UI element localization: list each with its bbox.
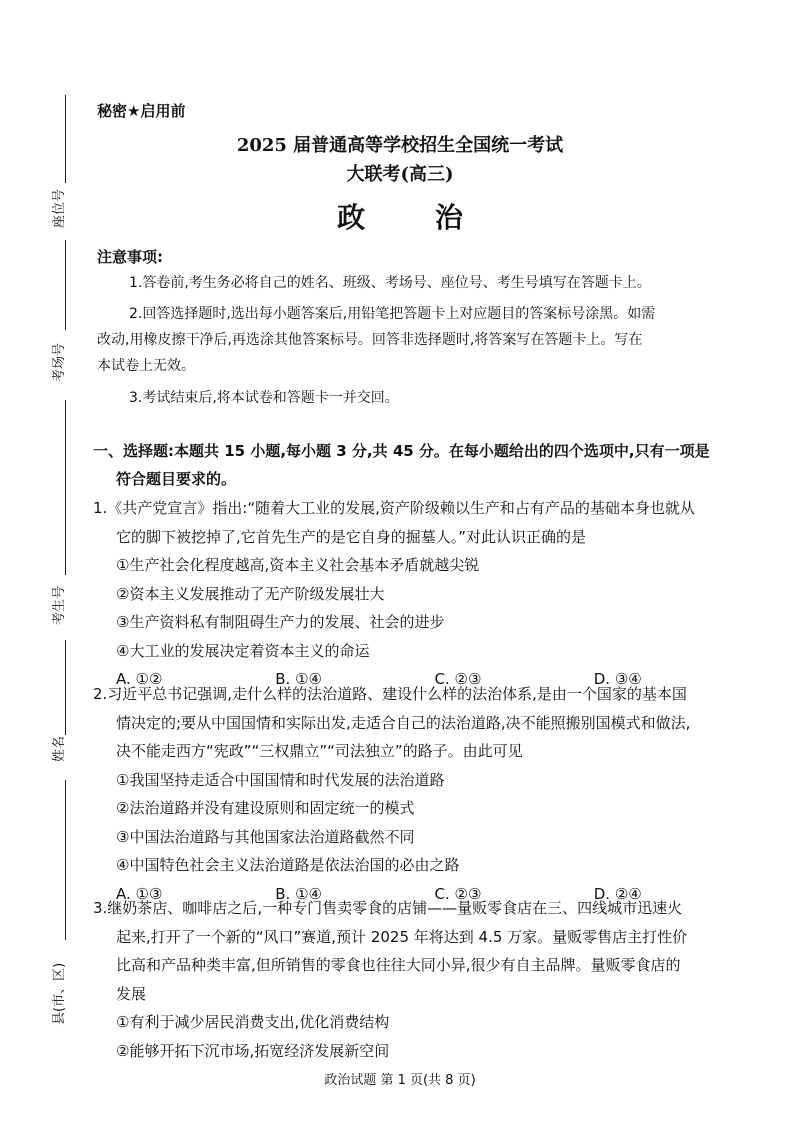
section-heading (93, 437, 753, 493)
notice-block (97, 270, 747, 411)
question-stem: 比高和产品种类丰富,但所销售的零食也往往大同小异,很少有自主品牌。量贩零食店的 (116, 956, 681, 974)
question-stem: 2.习近平总书记强调,走什么样的法治道路、建设什么样的法治体系,是由一个国家的基本国 (93, 685, 687, 703)
confidential-mark: 秘密★启用前 (97, 102, 186, 120)
question-stem: 它的脚下被挖掉了,它首先生产的是它自身的掘墓人。”对此认识正确的是 (116, 527, 587, 546)
question-stem: 起来,打开了一个新的“风口”赛道,预计 2025 年将达到 4.5 万家。量贩零售店主打性价 (116, 927, 688, 946)
question-stem: 情决定的;要从中国国情和实际出发,走适合自己的法治道路,决不能照搬别国模式和做法, (116, 713, 691, 732)
notice-heading: 注意事项: (97, 248, 163, 266)
question-option: ①生产社会化程度越高,资本主义社会基本矛盾就越尖锐 (116, 556, 480, 574)
question-option: ③中国法治道路与其他国家法治道路截然不同 (116, 827, 415, 846)
choice-c: C. ②③ (434, 884, 482, 903)
room-label: 考场号 (52, 342, 67, 382)
section-heading-line: 一、选择题:本题共 15 小题,每小题 3 分,共 45 分。在每小题给出的四个选项中,只有一项是 (93, 442, 710, 460)
choice-a: A. ①② (116, 670, 163, 688)
exam-number-label: 考生号 (52, 585, 67, 625)
notice-item: 2.回答选择题时,选出每小题答案后,用铅笔把答题卡上对应题目的答案标号涂黑。如需 (129, 306, 656, 322)
question-stem: 1.《共产党宣言》指出:“随着大工业的发展,资产阶级赖以生产和占有产品的基础本身也就从 (93, 499, 695, 517)
notice-item: 本试卷上无效。 (97, 358, 195, 374)
exam-title: 2025 届普通高等学校招生全国统一考试 (236, 135, 564, 156)
margin-line (65, 640, 66, 735)
name-label: 姓名 (52, 735, 67, 762)
question-1 (93, 494, 753, 694)
margin-line (65, 240, 66, 330)
question-option: ③生产资料私有制阻碍生产力的发展、社会的进步 (116, 613, 445, 631)
notice-item: 1.答卷前,考生务必将自己的姓名、班级、考场号、座位号、考生号填写在答题卡上。 (129, 275, 651, 291)
county-label: 县(市、区) (52, 962, 67, 1025)
section-heading-line: 符合题目要求的。 (116, 470, 237, 488)
question-option: ②资本主义发展推动了无产阶级发展壮大 (116, 584, 385, 603)
question-stem: 发展 (116, 984, 147, 1003)
exam-subtitle: 大联考(高三) (346, 164, 454, 185)
question-option: ②法治道路并没有建设原则和固定统一的模式 (116, 799, 415, 817)
margin-line (65, 780, 66, 940)
notice-item: 3.考试结束后,将本试卷和答题卡一并交回。 (129, 390, 399, 406)
choice-d: D. ②④ (593, 884, 642, 903)
question-3 (93, 894, 753, 1065)
notice-item: 改动,用橡皮擦干净后,再选涂其他答案标号。回答非选择题时,将答案写在答题卡上。写在 (97, 332, 643, 348)
question-option: ①我国坚持走适合中国国情和时代发展的法治道路 (116, 770, 445, 789)
page-footer: 政治试题 第 1 页(共 8 页) (324, 1073, 476, 1088)
choice-b: B. ①④ (275, 884, 322, 903)
question-stem: 3.继奶茶店、咖啡店之后,一种专门售卖零食的店铺——量贩零食店在三、四线城市迅速火 (93, 899, 683, 917)
choice-c: C. ②③ (434, 670, 482, 688)
question-option: ②能够开拓下沉市场,拓宽经济发展新空间 (116, 1041, 390, 1060)
question-option: ④大工业的发展决定着资本主义的命运 (116, 641, 370, 660)
question-2 (93, 680, 753, 908)
subject-title: 政 治 (337, 201, 493, 234)
choice-d: D. ③④ (593, 670, 642, 688)
margin-line (65, 400, 66, 575)
choice-b: B. ①④ (275, 670, 322, 688)
question-stem: 决不能走西方“宪政”“三权鼎立”“司法独立”的路子。由此可见 (116, 742, 523, 760)
question-option: ①有利于减少居民消费支出,优化消费结构 (116, 1013, 390, 1031)
choice-a: A. ①③ (116, 884, 163, 903)
seat-label: 座位号 (52, 188, 67, 228)
question-option: ④中国特色社会主义法治道路是依法治国的必由之路 (116, 856, 460, 874)
